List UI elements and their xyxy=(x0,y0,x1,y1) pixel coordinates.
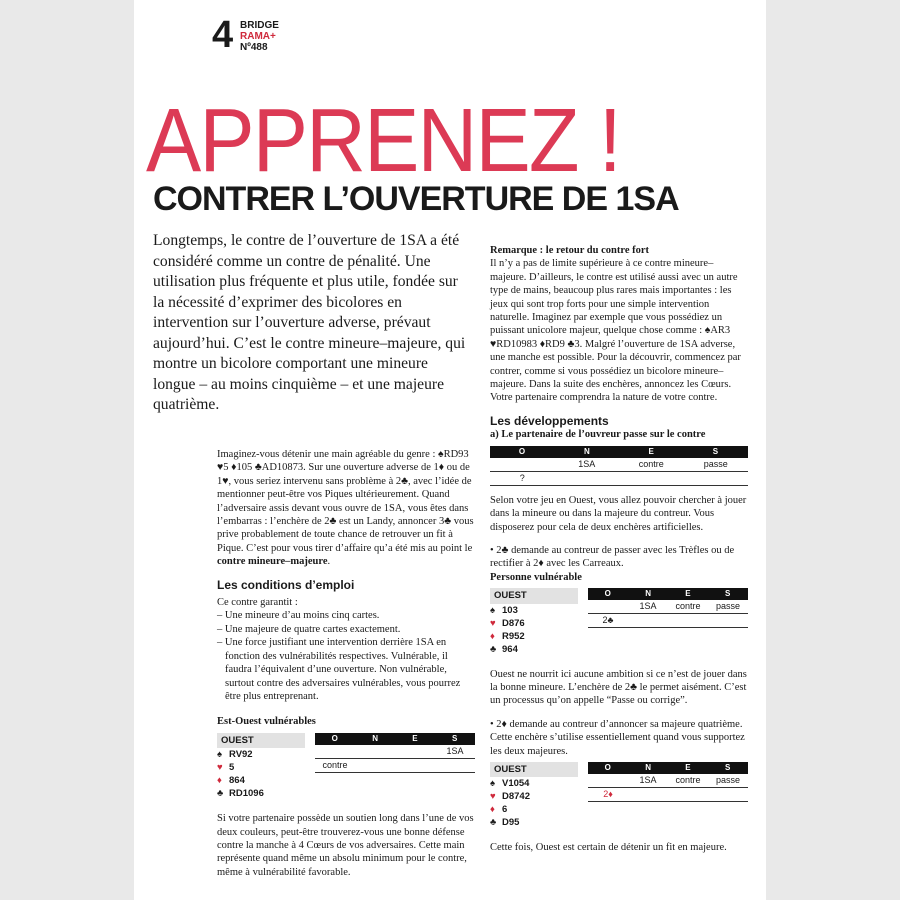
developments-heading: Les développements xyxy=(490,413,609,428)
seat-e: E xyxy=(648,446,655,456)
seat-e: E xyxy=(685,762,692,772)
cards: 964 xyxy=(502,643,518,655)
list-item: – Une force justifiant une intervention derrière 1SA en fonction des vulnérabilités respectives. Vulnérable, il faudra l’équivalent d’une ouverture. Non vulnérable, surtout contre des adversaires vulnérables, vous pourrez être plus entreprenant. xyxy=(217,637,461,702)
auction-header xyxy=(490,446,748,458)
bid: contre xyxy=(322,759,348,770)
bid xyxy=(628,614,668,627)
list-item: – Une mineure d’au moins cinq cartes. xyxy=(217,610,380,622)
cards: 864 xyxy=(229,775,245,787)
cards: 103 xyxy=(502,604,518,616)
bid xyxy=(395,745,435,758)
deal2 xyxy=(490,588,748,655)
deal1-title: Est-Ouest vulnérables xyxy=(217,716,316,728)
deal2-title: Personne vulnérable xyxy=(490,571,582,583)
auction-header xyxy=(315,733,475,745)
list-item: – Une majeure de quatre cartes exactement. xyxy=(217,623,401,635)
hand-row-spades xyxy=(490,604,580,617)
deal1 xyxy=(217,733,475,800)
bid xyxy=(395,759,435,772)
developments-subheading: a) Le partenaire de l’ouvreur passe sur le contre xyxy=(490,429,706,441)
seat-o: O xyxy=(331,733,339,743)
bid xyxy=(668,614,708,627)
bid xyxy=(708,614,748,627)
seat-n: N xyxy=(645,762,652,772)
bid: 2♣ xyxy=(602,615,614,626)
para1-bold: contre mineure–majeure xyxy=(217,556,328,568)
auction-row xyxy=(588,788,748,802)
bid xyxy=(555,472,620,485)
column-right xyxy=(490,244,748,865)
seat-s: S xyxy=(712,446,720,456)
hand-row-clubs xyxy=(217,787,307,800)
deal2-hand xyxy=(490,588,580,655)
hand-row-diamonds xyxy=(490,803,580,816)
seat-s: S xyxy=(724,589,732,599)
spade-icon: ♠ xyxy=(217,749,223,761)
logo-line2: RAMA xyxy=(240,31,270,42)
page-title: APPRENEZ ! xyxy=(146,91,620,191)
deal3-hand xyxy=(490,762,580,829)
bid: passe xyxy=(715,774,741,785)
page-number: 4 xyxy=(212,14,234,56)
remark-heading: Remarque : le retour du contre fort xyxy=(490,245,650,256)
auction-row xyxy=(315,745,475,759)
bid: 1SA xyxy=(578,458,596,469)
diamond-icon: ♦ xyxy=(490,804,495,816)
club-icon: ♣ xyxy=(490,817,497,829)
auction-row xyxy=(315,759,475,773)
issue-number: Nº488 xyxy=(240,42,268,53)
bid xyxy=(684,472,749,485)
bid xyxy=(355,745,395,758)
deal3 xyxy=(490,762,748,829)
bid: 1SA xyxy=(639,601,657,612)
cards: 6 xyxy=(502,804,508,816)
cards: RD1096 xyxy=(229,788,264,800)
seat-o: O xyxy=(604,762,612,772)
logo-plus: + xyxy=(270,31,276,42)
para1-text: Imaginez-vous détenir une main agréable du genre : ♠RD93 ♥5 ♦105 ♣AD10873. Sur une ouverture adverse de 1♦ ou de 1♥, vous seriez intervenu sans problème à 2♣, avec l’idée de mentionner peut-être vos Piques ultérieurement. Quand l’adversaire assis devant vous ouvre de 1SA, vous êtes dans l’embarras : l’enchère de 2♣ est un Landy, annoncer 3♣ vous prive probablement de toute chance de retrouver un fit à Pique. C’est pour vous tirer d’affaire qu’a été mis au point le xyxy=(217,449,474,554)
seat-e: E xyxy=(685,589,692,599)
auction-row xyxy=(588,600,748,614)
bid xyxy=(708,788,748,801)
page-subtitle: CONTRER L’OUVERTURE DE 1SA xyxy=(153,180,679,218)
heart-icon: ♥ xyxy=(490,791,496,803)
conditions-intro: Ce contre garantit : xyxy=(217,597,298,609)
deal1-auction xyxy=(315,733,475,800)
bid xyxy=(628,788,668,801)
auction-a xyxy=(490,446,748,486)
auction-row xyxy=(588,614,748,628)
column-left xyxy=(217,448,475,889)
bid: ? xyxy=(519,472,525,483)
bid: 2♦ xyxy=(603,788,613,799)
bid: passe xyxy=(703,458,728,469)
heart-icon: ♥ xyxy=(217,762,223,774)
auction-header xyxy=(588,762,748,774)
bid: contre xyxy=(675,774,701,785)
paragraph-west-options: Selon votre jeu en Ouest, vous allez pouvoir chercher à jouer dans la mineure ou dans la majeure du contreur. Vous disposerez pour cela de deux enchères artificielles. xyxy=(490,494,747,533)
cards: V1054 xyxy=(502,778,530,790)
heart-icon: ♥ xyxy=(490,617,496,629)
hand-row-hearts xyxy=(217,761,307,774)
cards: D95 xyxy=(502,817,520,829)
bid: passe xyxy=(715,601,741,612)
bid: 1SA xyxy=(446,745,464,756)
paragraph-deal3-comment: Cette fois, Ouest est certain de détenir un fit en majeure. xyxy=(490,842,727,854)
conditions-list xyxy=(217,609,475,703)
auction-row xyxy=(490,458,748,472)
magazine-logo xyxy=(240,20,279,53)
bid xyxy=(668,788,708,801)
spade-icon: ♠ xyxy=(490,778,496,790)
club-icon: ♣ xyxy=(490,643,497,655)
hand-row-spades xyxy=(490,777,580,790)
seat-n: N xyxy=(372,733,379,743)
seat-n: N xyxy=(583,446,591,456)
bid xyxy=(588,600,628,613)
seat-s: S xyxy=(724,762,732,772)
club-icon: ♣ xyxy=(217,788,224,800)
cards: D876 xyxy=(502,617,525,629)
bid xyxy=(435,759,475,772)
para1-end: . xyxy=(327,556,331,568)
seat-n: N xyxy=(645,589,652,599)
bid: 1SA xyxy=(639,774,657,785)
deal3-auction xyxy=(588,762,748,829)
diamond-icon: ♦ xyxy=(490,630,495,642)
hand-row-diamonds xyxy=(490,630,580,643)
cards: D8742 xyxy=(502,791,530,803)
paragraph-main-hand xyxy=(217,448,475,569)
diamond-icon: ♦ xyxy=(217,775,222,787)
cards: R952 xyxy=(502,630,525,642)
hand-row-hearts xyxy=(490,617,580,630)
auction-row xyxy=(588,774,748,788)
bullet-2diamonds: • 2♦ demande au contreur d’annoncer sa majeure quatrième. Cette enchère s’utilise essentiellement quand vous supportez les deux majeures. xyxy=(490,718,745,757)
bid: contre xyxy=(675,601,701,612)
hand-header: OUEST xyxy=(490,588,578,603)
seat-s: S xyxy=(451,733,459,743)
hand-header: OUEST xyxy=(490,762,578,777)
spade-icon: ♠ xyxy=(490,604,496,616)
hand-row-clubs xyxy=(490,816,580,829)
conditions-heading: Les conditions d’emploi xyxy=(217,577,355,592)
paragraph-deal1-comment: Si votre partenaire possède un soutien long dans l’une de vos deux couleurs, peut-être trouverez-vous une bonne défense contre la manche à 4 Cœurs de vos adversaires. Cette main représente quand même un absolu minimum pour le contre, même à vulnérabilité favorable. xyxy=(217,813,474,878)
cards: RV92 xyxy=(229,749,253,761)
bid xyxy=(490,458,555,471)
bid xyxy=(315,745,355,758)
auction-row xyxy=(490,472,748,486)
bid: contre xyxy=(638,458,664,469)
magazine-page xyxy=(134,0,766,900)
paragraph-deal2-comment: Ouest ne nourrit ici aucune ambition si ce n’est de jouer dans la bonne mineure. L’enchère de 2♣ le permet aisément. C’est un processus qu’on appelle “Passe ou corrige”. xyxy=(490,668,747,707)
remark-paragraph: Il n’y a pas de limite supérieure à ce contre mineure–majeure. D’ailleurs, le contre est utilisé aussi avec un autre type de mains, beaucoup plus rares mais importantes : les jeux qui sont trop forts pour une simple intervention naturelle. Imaginez par exemple que vous possédiez un puissant unicolore majeur, quelque chose comme : ♠AR3 ♥RD10983 ♦RD9 ♣3. Malgré l’ouverture de 1SA adverse, une manche est possible. Pour la découvrir, commencez par contrer, comme si vous possédiez un bicolore mineure–majeure. Dans la suite des enchères, annoncez les Cœurs. Votre partenaire comprendra la nature de votre contre. xyxy=(490,258,741,404)
hand-row-spades xyxy=(217,748,307,761)
hand-row-clubs xyxy=(490,643,580,656)
deal1-hand xyxy=(217,733,307,800)
deal2-auction xyxy=(588,588,748,655)
seat-e: E xyxy=(412,733,419,743)
hand-row-hearts xyxy=(490,790,580,803)
bid xyxy=(355,759,395,772)
cards: 5 xyxy=(229,762,235,774)
hand-header: OUEST xyxy=(217,733,305,748)
bullet-2clubs: • 2♣ demande au contreur de passer avec les Trèfles ou de rectifier à 2♦ avec les Carreaux. xyxy=(490,544,735,570)
hand-row-diamonds xyxy=(217,774,307,787)
bid xyxy=(588,774,628,787)
auction-header xyxy=(588,588,748,600)
seat-o: O xyxy=(604,589,612,599)
logo-line1: BRIDGE xyxy=(240,20,279,31)
bid xyxy=(619,472,684,485)
seat-o: O xyxy=(518,446,527,456)
intro-paragraph: Longtemps, le contre de l’ouverture de 1SA a été considéré comme un contre de pénalité. Une utilisation plus fréquente et plus utile, fondée sur la nécessité d’exprimer des bicolores en intervention sur l’ouverture adverse, prévaut aujourd’hui. C’est le contre mineure–majeure, qui montre un bicolore comportant une mineure longue – au moins cinquième – et une majeure quatrième. xyxy=(153,232,466,413)
